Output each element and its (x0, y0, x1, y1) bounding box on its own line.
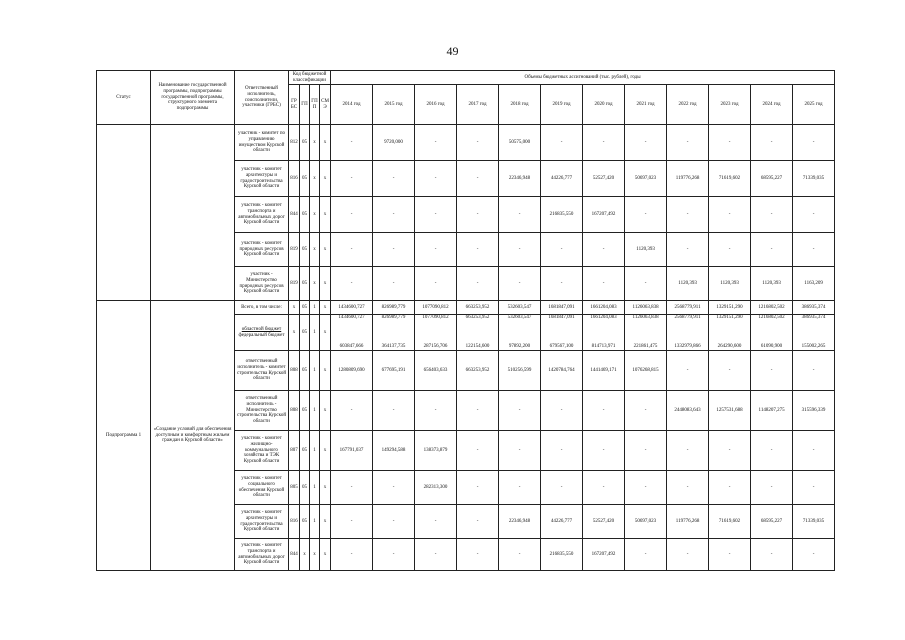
code-cell: 1 (310, 505, 320, 539)
value-cell: 71619,602 (709, 161, 751, 197)
subprogram-status: Подпрограмма 1 (97, 301, 151, 571)
code-cell: 1 (310, 391, 320, 431)
header-code-group: Код бюджетной классификации (289, 71, 331, 85)
regional-value: 1434600,727 (338, 315, 365, 320)
value-cell: - (751, 197, 793, 233)
budget-table (96, 70, 835, 571)
value-cell: - (373, 539, 415, 571)
code-cell: 05 (300, 505, 310, 539)
value-cell: 1280809,690 (331, 351, 373, 391)
value-cell: - (331, 539, 373, 571)
participant-cell: участник - комитет архитектуры и градостроительства Курской области (235, 505, 289, 539)
value-cell: 119776,268 (667, 161, 709, 197)
header-year: 2024 год (751, 85, 793, 125)
value-cell (331, 315, 373, 351)
subprogram-name: «Создание условий для обеспечения доступным и комфортным жильем граждан в Курской области» (151, 301, 235, 571)
value-cell: - (709, 125, 751, 161)
participant-cell: участник - Министерство природных ресурсов Курской области (235, 267, 289, 301)
code-cell: 816 (289, 161, 300, 197)
participant-cell: участник - комитет жилищно-коммунального хозяйства и ТЭК Курской области (235, 431, 289, 471)
header-year: 2025 год (793, 85, 835, 125)
value-cell: - (541, 431, 583, 471)
value-cell: 52527,420 (583, 161, 625, 197)
code-cell: 816 (289, 505, 300, 539)
participant-cell: ответственный исполнитель - комитет строительства Курской области (235, 351, 289, 391)
value-cell: - (457, 161, 499, 197)
participant-cell: участник - комитет транспорта и автомобильных дорог Курской области (235, 197, 289, 233)
header-gp-p: ГП П (310, 85, 320, 125)
value-cell: 68595,227 (751, 161, 793, 197)
value-cell: - (415, 267, 457, 301)
value-cell: 282313,300 (415, 471, 457, 505)
code-cell: х (320, 161, 331, 197)
header-year: 2015 год (373, 85, 415, 125)
federal-value: 221861,475 (633, 344, 658, 350)
code-cell: 05 (300, 471, 310, 505)
value-cell: 1148207,275 (751, 391, 793, 431)
status-cell (97, 125, 151, 301)
value-cell: - (709, 197, 751, 233)
value-cell: - (499, 391, 541, 431)
value-cell: - (667, 351, 709, 391)
federal-value: 603847,666 (339, 344, 364, 350)
federal-value: 122154,600 (465, 344, 490, 350)
header-year: 2018 год (499, 85, 541, 125)
participant-cell: участник - комитет природных ресурсов Курской области (235, 233, 289, 267)
value-cell: - (331, 197, 373, 233)
code-cell: 05 (300, 197, 310, 233)
value-cell: 44226,777 (541, 161, 583, 197)
value-cell: - (415, 539, 457, 571)
value-cell: - (331, 267, 373, 301)
budget-federal-label: федеральный бюджет (238, 332, 285, 338)
value-cell: 216835,550 (541, 197, 583, 233)
value-cell: 1163,209 (793, 267, 835, 301)
code-cell: х (289, 301, 300, 315)
code-cell: х (320, 505, 331, 539)
participant-cell: ответственный исполнитель - Министерство строительства Курской области (235, 391, 289, 431)
value-cell: 216835,550 (541, 539, 583, 571)
value-cell: 68595,227 (751, 505, 793, 539)
code-cell: х (310, 539, 320, 571)
value-cell: 1120,393 (751, 267, 793, 301)
federal-value: 364137,735 (381, 344, 406, 350)
value-cell (667, 315, 709, 351)
value-cell: - (415, 161, 457, 197)
value-cell: - (667, 125, 709, 161)
value-cell: - (373, 471, 415, 505)
code-cell: 819 (289, 233, 300, 267)
value-cell (499, 315, 541, 351)
federal-value: 679567,100 (549, 344, 574, 350)
value-cell: 2568779,911 (667, 301, 709, 315)
participant-cell: участник - комитет по управлению имуществом Курской области (235, 125, 289, 161)
code-cell: х (320, 431, 331, 471)
value-cell (541, 315, 583, 351)
value-cell: - (541, 267, 583, 301)
value-cell: 149294,588 (373, 431, 415, 471)
value-cell: - (709, 351, 751, 391)
value-cell: - (541, 471, 583, 505)
value-cell: - (625, 539, 667, 571)
code-cell: 05 (300, 431, 310, 471)
value-cell: 1126063,838 (625, 301, 667, 315)
code-cell: 05 (300, 301, 310, 315)
value-cell: - (457, 125, 499, 161)
value-cell: - (583, 391, 625, 431)
value-cell: - (415, 233, 457, 267)
code-cell: х (310, 267, 320, 301)
value-cell: 50697,023 (625, 505, 667, 539)
value-cell: 167791,037 (331, 431, 373, 471)
regional-value: 1126063,838 (632, 315, 659, 320)
value-cell: - (415, 391, 457, 431)
code-cell: х (320, 315, 331, 351)
regional-value: 663253,952 (465, 315, 490, 320)
value-cell: 663253,952 (457, 351, 499, 391)
value-cell: 826989,779 (373, 301, 415, 315)
code-cell: х (320, 301, 331, 315)
value-cell: 1120,393 (709, 267, 751, 301)
value-cell: 510256,599 (499, 351, 541, 391)
code-cell: х (310, 197, 320, 233)
value-cell: - (373, 267, 415, 301)
code-cell: 819 (289, 267, 300, 301)
value-cell (709, 315, 751, 351)
value-cell: - (667, 539, 709, 571)
value-cell: 1661204,083 (583, 301, 625, 315)
regional-value: 532603,547 (507, 315, 532, 320)
code-cell: 05 (300, 391, 310, 431)
header-name: Наименование государственной программы, подпрограммы государственной программы, структурного элемента подпрограммы (151, 71, 235, 125)
code-cell: 05 (300, 233, 310, 267)
value-cell: 386935,374 (793, 301, 835, 315)
value-cell: - (499, 233, 541, 267)
federal-value: 264290,600 (717, 344, 742, 350)
value-cell: 1681847,091 (541, 301, 583, 315)
value-cell: - (457, 431, 499, 471)
code-cell: 05 (300, 351, 310, 391)
code-cell: х (310, 125, 320, 161)
value-cell: 71339,035 (793, 161, 835, 197)
value-cell: 1077090,812 (415, 301, 457, 315)
value-cell: - (331, 391, 373, 431)
value-cell: - (541, 391, 583, 431)
code-cell: 844 (289, 197, 300, 233)
code-cell: х (320, 125, 331, 161)
page-number: 49 (446, 44, 459, 58)
value-cell: - (373, 197, 415, 233)
federal-value: 1332979,866 (674, 344, 701, 350)
code-cell: 1 (310, 315, 320, 351)
value-cell: - (709, 471, 751, 505)
value-cell: 1216802,502 (751, 301, 793, 315)
code-cell: х (320, 391, 331, 431)
regional-value: 1681847,091 (548, 315, 575, 320)
code-cell: 05 (300, 125, 310, 161)
header-year: 2023 год (709, 85, 751, 125)
value-cell: - (373, 505, 415, 539)
federal-value: 97892,200 (508, 344, 531, 350)
value-cell: - (709, 539, 751, 571)
regional-value: 1077090,812 (422, 315, 449, 320)
value-cell: - (625, 125, 667, 161)
value-cell: - (625, 197, 667, 233)
value-cell: 9720,000 (373, 125, 415, 161)
code-cell: 1 (310, 351, 320, 391)
federal-value: 814713,971 (591, 344, 616, 350)
participant-cell: Всего, в том числе: (235, 301, 289, 315)
value-cell: - (373, 391, 415, 431)
value-cell: - (751, 351, 793, 391)
value-cell (415, 315, 457, 351)
value-cell: - (625, 431, 667, 471)
header-executor: Ответственный исполнитель, соисполнители, участники (ГРБС) (235, 71, 289, 125)
value-cell: - (793, 431, 835, 471)
value-cell: - (457, 391, 499, 431)
value-cell: - (583, 125, 625, 161)
regional-value: 1329151,290 (716, 315, 743, 320)
value-cell: - (793, 471, 835, 505)
value-cell: - (331, 505, 373, 539)
code-cell: 812 (289, 125, 300, 161)
value-cell: - (709, 233, 751, 267)
value-cell: 22346,948 (499, 161, 541, 197)
value-cell: - (751, 125, 793, 161)
value-cell (457, 315, 499, 351)
name-cell (151, 125, 235, 301)
table-row (97, 301, 835, 315)
value-cell (793, 315, 835, 351)
code-cell: х (310, 161, 320, 197)
federal-value: 155002,265 (801, 344, 826, 350)
value-cell: - (457, 505, 499, 539)
value-cell: - (457, 471, 499, 505)
value-cell: - (751, 431, 793, 471)
code-cell: 1 (310, 301, 320, 315)
header-year: 2022 год (667, 85, 709, 125)
header-year: 2014 год (331, 85, 373, 125)
code-cell: 1 (310, 431, 320, 471)
code-cell: 808 (289, 391, 300, 431)
code-cell: х (310, 233, 320, 267)
table-row (97, 125, 835, 161)
participant-cell: участник - комитет транспорта и автомобильных дорог Курской области (235, 539, 289, 571)
header-status: Статус (97, 71, 151, 125)
value-cell: 167207,492 (583, 197, 625, 233)
value-cell: - (457, 539, 499, 571)
value-cell: - (667, 233, 709, 267)
value-cell: - (499, 267, 541, 301)
value-cell: - (583, 471, 625, 505)
code-cell: 1 (310, 471, 320, 505)
value-cell: - (751, 471, 793, 505)
value-cell: 52527,420 (583, 505, 625, 539)
value-cell: - (499, 539, 541, 571)
value-cell: 656403,633 (415, 351, 457, 391)
value-cell (625, 315, 667, 351)
value-cell: - (457, 267, 499, 301)
value-cell: - (793, 197, 835, 233)
value-cell: 167207,492 (583, 539, 625, 571)
value-cell: - (331, 161, 373, 197)
value-cell: - (751, 539, 793, 571)
value-cell: - (583, 267, 625, 301)
value-cell: 677695,191 (373, 351, 415, 391)
value-cell: 119776,268 (667, 505, 709, 539)
regional-value: 386935,374 (801, 315, 826, 320)
value-cell: - (751, 233, 793, 267)
federal-value: 287156,706 (423, 344, 448, 350)
value-cell: 50575,000 (499, 125, 541, 161)
code-cell: 05 (300, 267, 310, 301)
code-cell: х (320, 267, 331, 301)
value-cell: 1329151,290 (709, 301, 751, 315)
value-cell: - (667, 471, 709, 505)
federal-value: 61090,900 (760, 344, 783, 350)
value-cell: 532603,547 (499, 301, 541, 315)
participant-cell (235, 315, 289, 351)
value-cell: - (331, 125, 373, 161)
header-year: 2020 год (583, 85, 625, 125)
budget-regional-label: областной бюджет (241, 326, 282, 332)
value-cell: 138373,879 (415, 431, 457, 471)
value-cell: 315596,339 (793, 391, 835, 431)
value-cell: - (499, 471, 541, 505)
value-cell: - (583, 233, 625, 267)
code-cell: х (300, 539, 310, 571)
code-cell: 844 (289, 539, 300, 571)
value-cell: - (415, 125, 457, 161)
code-cell: х (320, 539, 331, 571)
code-cell: 05 (300, 315, 310, 351)
code-cell: 805 (289, 471, 300, 505)
value-cell: 1120,393 (625, 233, 667, 267)
value-cell: - (331, 233, 373, 267)
value-cell: - (415, 197, 457, 233)
value-cell: - (373, 233, 415, 267)
value-cell: 44226,777 (541, 505, 583, 539)
value-cell: 1076268,815 (625, 351, 667, 391)
code-cell: 808 (289, 351, 300, 391)
value-cell: 1420784,764 (541, 351, 583, 391)
value-cell (583, 315, 625, 351)
value-cell: - (625, 471, 667, 505)
regional-value: 826989,779 (381, 315, 406, 320)
regional-value: 1661204,083 (590, 315, 617, 320)
value-cell: 1434600,727 (331, 301, 373, 315)
value-cell: - (499, 197, 541, 233)
value-cell: 2448083,643 (667, 391, 709, 431)
header-year: 2016 год (415, 85, 457, 125)
code-cell: х (320, 197, 331, 233)
value-cell: - (625, 267, 667, 301)
header-year: 2021 год (625, 85, 667, 125)
value-cell: 71619,602 (709, 505, 751, 539)
value-cell: - (793, 233, 835, 267)
value-cell: 1120,393 (667, 267, 709, 301)
value-cell: - (625, 391, 667, 431)
value-cell: - (667, 197, 709, 233)
value-cell: - (457, 197, 499, 233)
header-volumes: Объемы бюджетных ассигнований (тыс. рублей), годы (331, 71, 835, 85)
value-cell: - (583, 431, 625, 471)
regional-value: 2568779,911 (674, 315, 701, 320)
value-cell: - (793, 125, 835, 161)
value-cell: 50697,023 (625, 161, 667, 197)
code-cell: 05 (300, 161, 310, 197)
value-cell: - (499, 431, 541, 471)
value-cell: - (541, 125, 583, 161)
value-cell: - (457, 233, 499, 267)
header-gp: ГП (300, 85, 310, 125)
code-cell: х (320, 351, 331, 391)
header-grbs: ГРБС (289, 85, 300, 125)
value-cell: - (709, 431, 751, 471)
value-cell: - (541, 233, 583, 267)
value-cell: 1257531,688 (709, 391, 751, 431)
value-cell: - (793, 351, 835, 391)
regional-value: 1216802,502 (758, 315, 785, 320)
participant-cell: участник - комитет архитектуры и градостроительства Курской области (235, 161, 289, 197)
code-cell: х (289, 315, 300, 351)
value-cell: - (331, 471, 373, 505)
value-cell: 663253,952 (457, 301, 499, 315)
value-cell (751, 315, 793, 351)
participant-cell: участник - комитет социального обеспечения Курской области (235, 471, 289, 505)
code-cell: х (320, 471, 331, 505)
header-year: 2017 год (457, 85, 499, 125)
header-sm: СМЭ (320, 85, 331, 125)
value-cell (373, 315, 415, 351)
value-cell: - (793, 539, 835, 571)
header-year: 2019 год (541, 85, 583, 125)
code-cell: 807 (289, 431, 300, 471)
code-cell: х (320, 233, 331, 267)
value-cell: - (415, 505, 457, 539)
value-cell: - (373, 161, 415, 197)
value-cell: 22346,948 (499, 505, 541, 539)
value-cell: - (667, 431, 709, 471)
value-cell: 1441469,171 (583, 351, 625, 391)
value-cell: 71339,035 (793, 505, 835, 539)
